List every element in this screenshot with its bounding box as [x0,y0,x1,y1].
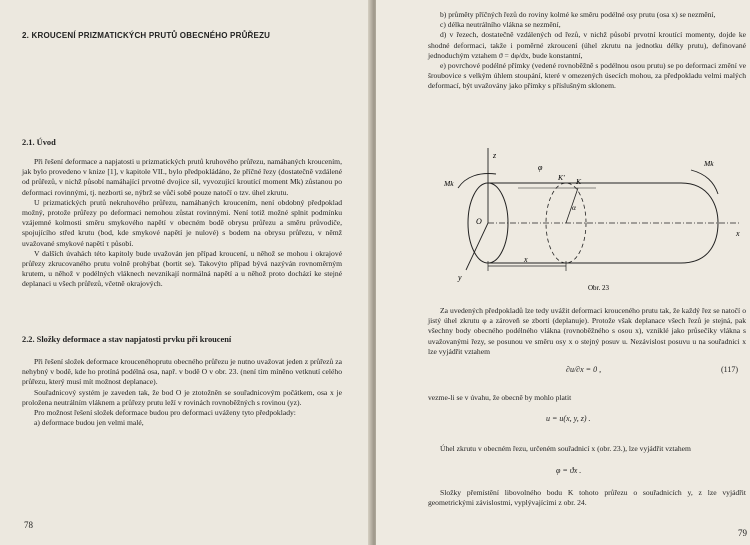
paragraph: Složky přemístění libovolného bodu K tohoto průřezu o souřadnicích y, z lze vyjádřit geometrickými závislostmi, vyplývajícími z obr. 24. [428,488,746,508]
intro-text [22,157,342,290]
equation-117: ∂u/∂x = 0 , [566,365,602,374]
page-number: 79 [738,528,747,538]
section-heading-deformation: 2.2. Složky deformace a stav napjatosti prvku při kroucení [22,335,232,344]
paragraph-twist-angle [428,444,746,454]
paragraph: vezme-li se v úvahu, že obecně by mohlo platit [428,393,572,402]
chapter-heading: 2. KROUCENÍ PRIZMATICKÝCH PRUTŮ OBECNÉHO PRŮŘEZU [22,31,271,40]
label-x-dimension: x [524,255,528,264]
right-page [376,0,750,545]
assumption-item: a) deformace budou jen velmi malé, [34,418,144,428]
figure-23-twisted-bar [436,148,746,298]
page-number: 78 [24,520,33,530]
paragraph: Pro možnost řešení složek deformace budou pro deformaci uváženy tyto předpoklady: [34,408,296,418]
label-x-axis: x [736,229,740,238]
left-page [0,0,372,545]
left-moment-arrow [458,174,496,188]
assumption-item: e) povrchové podélné přímky (vedené rovnoběžně s podélnou osou prutu) se po deformaci změní ve šroubovice s velkým úhlem stoupání, které v omezených úsecích mohou, za předpokladu velmi malých deformací, být uvažovány jako přímky s příslušným sklonem. [428,61,746,91]
equation-number: (117) [721,365,739,374]
label-y: y [458,273,462,282]
paragraph: V dalších úvahách této kapitoly bude uvažován jen případ kroucení, u něhož se mohou i okrajové průřezy zkrucovaného prutu volně prohýbat (bortit se). Takovýto případ bývá nazýván rovnoměrným krutem, u něhož v podélných vláknech nevznikají normálná napětí a u něhož proto dochází ke stejné deplanaci u všech průřezů, včetně okrajových. [22,248,342,289]
label-k: K [576,177,582,186]
equation-u: u = u(x, y, z) . [546,414,591,423]
deformation-text [22,357,342,428]
assumption-item: d) v řezech, dostatečně vzdálených od řezů, v nichž působí prvotní kroutící momenty, dojde ke shodné deformaci, takže i poměrné zkroucení (úhel zkrutu na jednotku délky prutu), definované jednoduchým vztahem ϑ = dφ/dx, bude konstantní, [428,30,746,60]
paragraph: Při řešení deformace a napjatosti u prizmatických prutů kruhového průřezu, namáhaných kroucením, jak bylo provedeno v knize [1], v kapitole VII., bylo předpokládáno, že příčné řezy (dostatečně vzdálené od průřezů, v nichž působí namáhající prvotné dvojice sil, vyvozující kroutící moment Mk) zůstanou po deformaci rovinnými, tj. nezborti se, nýbrž se vůči sobě pouze natočí o tzv. úhel zkrutu. [22,157,342,197]
paragraph: Za uvedených předpokladů lze tedy uvážit deformaci krouceného prutu tak, že každý řez se natočí o jistý úhel zkrutu φ a zároveň se zborti (deplanuje). Protože však deplanace všech řezů je stejná, pak všechny body obecného podélného vlákna (rovnoběžného s osou x), vzniklé jako průsečíky vlákna s uvažovanými řezy, se posunou ve směru osy x o stejný posuv u. Nezávislost posuvu u na souřadnici x lze vyjádřit vztahem [428,306,746,356]
label-alpha: α [572,203,576,212]
assumptions-list [428,10,746,92]
label-mk-left: Mk [444,179,454,188]
paragraph: Souřadnicový systém je zaveden tak, že bod O je ztotožněn se souřadnicovým počátkem, osa x je proložena neutrálním vláknem a průřezy prutu leží v rovinách rovnoběžných s rovinou (yz). [22,387,342,407]
paragraph-deformation [428,306,746,357]
equation-phi: φ = ϑx . [556,466,582,475]
paragraph: Úhel zkrutu v obecném řezu, určeném souřadnicí x (obr. 23.), lze vyjádřit vztahem [440,444,691,453]
label-phi: φ [538,163,543,172]
label-z: z [493,151,497,160]
paragraph-displacement [428,488,746,508]
paragraph: Při řešení složek deformace kroucenéhoprutu obecného průřezu je nutno uvažovat jeden z průřezů za nehybný v bodě, kde ho protíná podélná osa, např. v bodě O v obr. 23. (není tím míněno vetknutí celého průřezu, který musí mít možnost deplanace). [22,357,342,387]
assumption-item: c) délka neutrálního vlákna se nezmění, [440,20,561,30]
section-heading-intro: 2.1. Úvod [22,138,56,147]
label-mk-right: Mk [704,159,714,168]
label-k-prime: K' [558,173,565,182]
figure-caption: Obr. 23 [588,284,609,292]
assumption-item: b) průměty příčných řezů do roviny kolmé ke směru podélné osy prutu (osa x) se nezmění, [440,10,716,19]
paragraph: U prizmatických prutů nekruhového průřezu, namáhaných kroucením, není obdobný předpoklad možný, protože průřezy po deformaci nemohou zůstat rovinnými. Není totiž možné splnit podmínku vzájemné kolmosti směru smykového napětí v obecném bodě obrysu průřezu a směru průvodiče, spojujícího střed krutu (bod, kde smykové napětí je nulové) s bodem na obrysu průřezu, v němž uvažované smykové napětí τ působí. [22,197,342,248]
label-origin: O [476,217,482,226]
text-between [428,393,746,403]
